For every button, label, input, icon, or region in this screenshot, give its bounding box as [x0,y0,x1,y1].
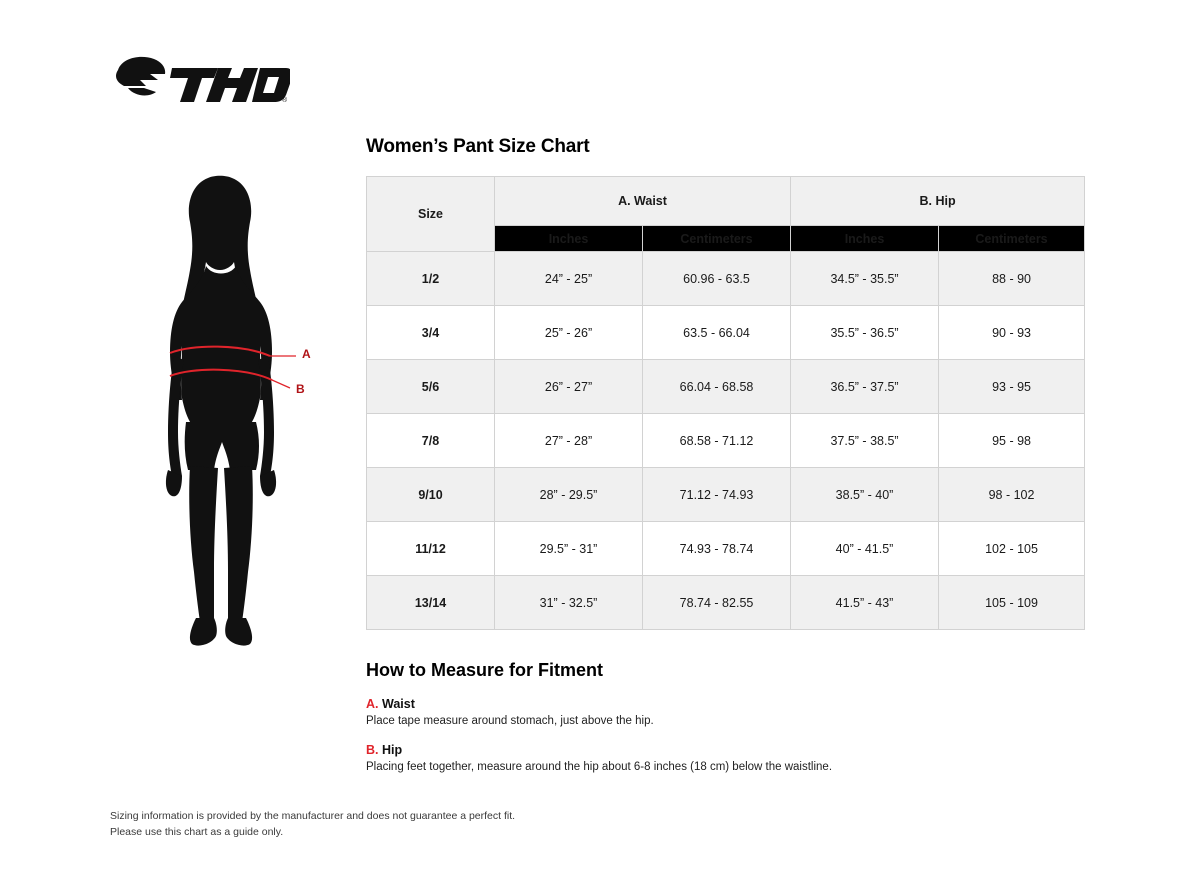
cell-waist-cm: 71.12 - 74.93 [643,468,791,522]
cell-size: 1/2 [367,252,495,306]
footnote [110,808,515,841]
measure-letter: A. [366,697,379,711]
group-header-waist: A. Waist [495,177,791,226]
cell-waist-cm: 74.93 - 78.74 [643,522,791,576]
unit-header-waist-cm: Centimeters [643,226,791,252]
howto-title: How to Measure for Fitment [366,660,604,680]
cell-waist-inches: 31” - 32.5” [495,576,643,630]
table-row [367,468,1085,522]
table-row [367,576,1085,630]
cell-waist-cm: 60.96 - 63.5 [643,252,791,306]
column-header-size: Size [367,177,495,252]
body-silhouette [130,170,330,660]
measure-heading [366,743,1086,757]
measure-name: Waist [381,697,415,711]
measure-name: Hip [381,743,403,757]
cell-size: 3/4 [367,306,495,360]
measure-description: Placing feet together, measure around the hip about 6-8 inches (18 cm) below the waistline. [366,761,833,773]
cell-hip-inches: 41.5” - 43” [791,576,939,630]
footnote-line-1: Sizing information is provided by the manufacturer and does not guarantee a perfect fit. [110,810,516,822]
cell-waist-cm: 78.74 - 82.55 [643,576,791,630]
measure-letter: B. [366,743,379,757]
unit-header-waist-inches: Inches [495,226,643,252]
cell-size: 7/8 [367,414,495,468]
table-row [367,522,1085,576]
cell-hip-inches: 38.5” - 40” [791,468,939,522]
cell-hip-cm: 90 - 93 [939,306,1085,360]
cell-hip-inches: 35.5” - 36.5” [791,306,939,360]
cell-waist-inches: 24” - 25” [495,252,643,306]
unit-header-hip-cm: Centimeters [939,226,1085,252]
table-row [367,306,1085,360]
cell-waist-cm: 68.58 - 71.12 [643,414,791,468]
cell-hip-inches: 37.5” - 38.5” [791,414,939,468]
thor-helmet-logo [110,52,290,110]
figure-label-b: B [296,382,305,396]
cell-hip-cm: 95 - 98 [939,414,1085,468]
cell-hip-inches: 34.5” - 35.5” [791,252,939,306]
measure-description: Place tape measure around stomach, just above the hip. [366,715,654,727]
cell-waist-cm: 66.04 - 68.58 [643,360,791,414]
page-title: Women’s Pant Size Chart [366,136,590,157]
cell-hip-cm: 102 - 105 [939,522,1085,576]
measure-item-hip [366,743,1086,773]
figure-label-a: A [302,347,311,361]
cell-size: 9/10 [367,468,495,522]
svg-text:®: ® [282,97,288,104]
unit-header-hip-inches: Inches [791,226,939,252]
measure-heading [366,697,1086,711]
cell-waist-inches: 27” - 28” [495,414,643,468]
size-chart-table [366,176,1085,630]
cell-hip-cm: 88 - 90 [939,252,1085,306]
cell-size: 11/12 [367,522,495,576]
cell-hip-cm: 105 - 109 [939,576,1085,630]
cell-hip-cm: 93 - 95 [939,360,1085,414]
cell-size: 5/6 [367,360,495,414]
cell-waist-inches: 26” - 27” [495,360,643,414]
cell-hip-cm: 98 - 102 [939,468,1085,522]
group-header-hip: B. Hip [791,177,1085,226]
cell-hip-inches: 40” - 41.5” [791,522,939,576]
cell-waist-inches: 28” - 29.5” [495,468,643,522]
cell-waist-inches: 29.5” - 31” [495,522,643,576]
cell-size: 13/14 [367,576,495,630]
footnote-line-2: Please use this chart as a guide only. [110,826,284,839]
size-chart-section [366,136,1086,789]
table-row [367,252,1085,306]
cell-waist-inches: 25” - 26” [495,306,643,360]
measure-item-waist [366,697,1086,727]
thor-logo [110,52,290,110]
table-row [367,360,1085,414]
table-row [367,414,1085,468]
cell-hip-inches: 36.5” - 37.5” [791,360,939,414]
cell-waist-cm: 63.5 - 66.04 [643,306,791,360]
female-body-figure [130,170,330,660]
